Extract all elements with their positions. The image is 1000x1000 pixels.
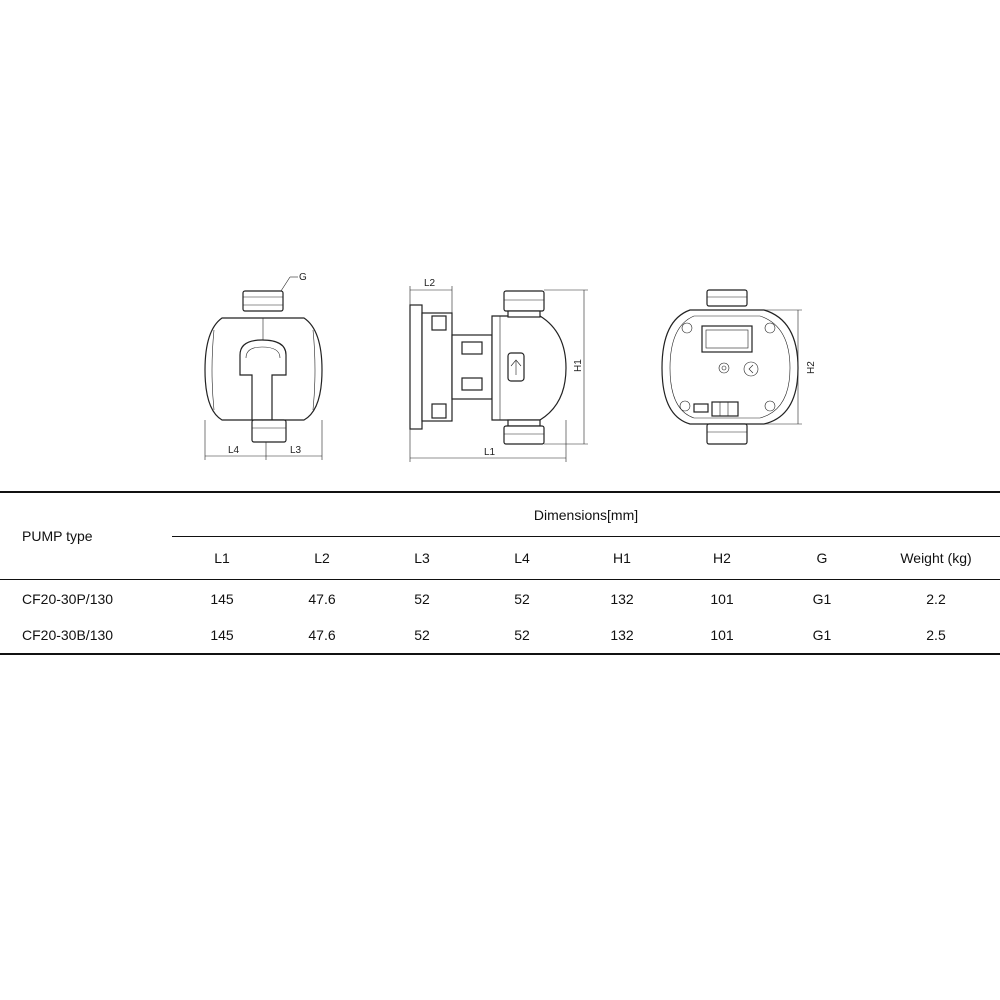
table-row xyxy=(0,580,1000,618)
cell-g: G1 xyxy=(812,590,832,607)
col-g: G xyxy=(772,537,872,580)
cell-l3: 52 xyxy=(414,627,430,643)
dimensions-table xyxy=(0,491,1000,655)
pump-drawings xyxy=(0,0,1000,470)
label-l1: L1 xyxy=(484,447,496,458)
cell-h2: 101 xyxy=(710,627,734,643)
front-view xyxy=(205,272,322,460)
cell-l1: 145 xyxy=(210,590,234,607)
col-h2: H2 xyxy=(672,537,772,580)
col-l3: L3 xyxy=(372,537,472,580)
cell-g: G1 xyxy=(812,627,832,643)
col-l4: L4 xyxy=(472,537,572,580)
label-l3: L3 xyxy=(290,445,302,456)
label-h1: H1 xyxy=(573,359,584,372)
label-l4: L4 xyxy=(228,445,240,456)
cell-l1: 145 xyxy=(210,627,234,643)
col-l2: L2 xyxy=(272,537,372,580)
col-l1: L1 xyxy=(172,537,272,580)
rear-view xyxy=(662,290,817,444)
cell-l4: 52 xyxy=(514,627,530,643)
row-type: CF20-30P/130 xyxy=(22,590,114,607)
label-l2: L2 xyxy=(424,278,436,289)
cell-weight: 2.5 xyxy=(926,627,946,643)
dimensions-header: Dimensions[mm] xyxy=(533,506,639,523)
label-h2: H2 xyxy=(806,361,817,374)
cell-h1: 132 xyxy=(610,590,634,607)
cell-l4: 52 xyxy=(514,590,530,607)
cell-l2: 47.6 xyxy=(308,590,336,607)
col-weight: Weight (kg) xyxy=(872,537,1000,580)
label-g: G xyxy=(299,272,307,283)
col-h1: H1 xyxy=(572,537,672,580)
cell-weight: 2.2 xyxy=(926,590,946,607)
table-row xyxy=(0,618,1000,654)
row-type: CF20-30B/130 xyxy=(22,627,114,643)
cell-l2: 47.6 xyxy=(308,627,336,643)
cell-h1: 132 xyxy=(610,627,634,643)
pump-type-header: PUMP type xyxy=(22,528,93,544)
cell-h2: 101 xyxy=(710,590,734,607)
cell-l3: 52 xyxy=(414,590,430,607)
side-view xyxy=(410,278,588,462)
